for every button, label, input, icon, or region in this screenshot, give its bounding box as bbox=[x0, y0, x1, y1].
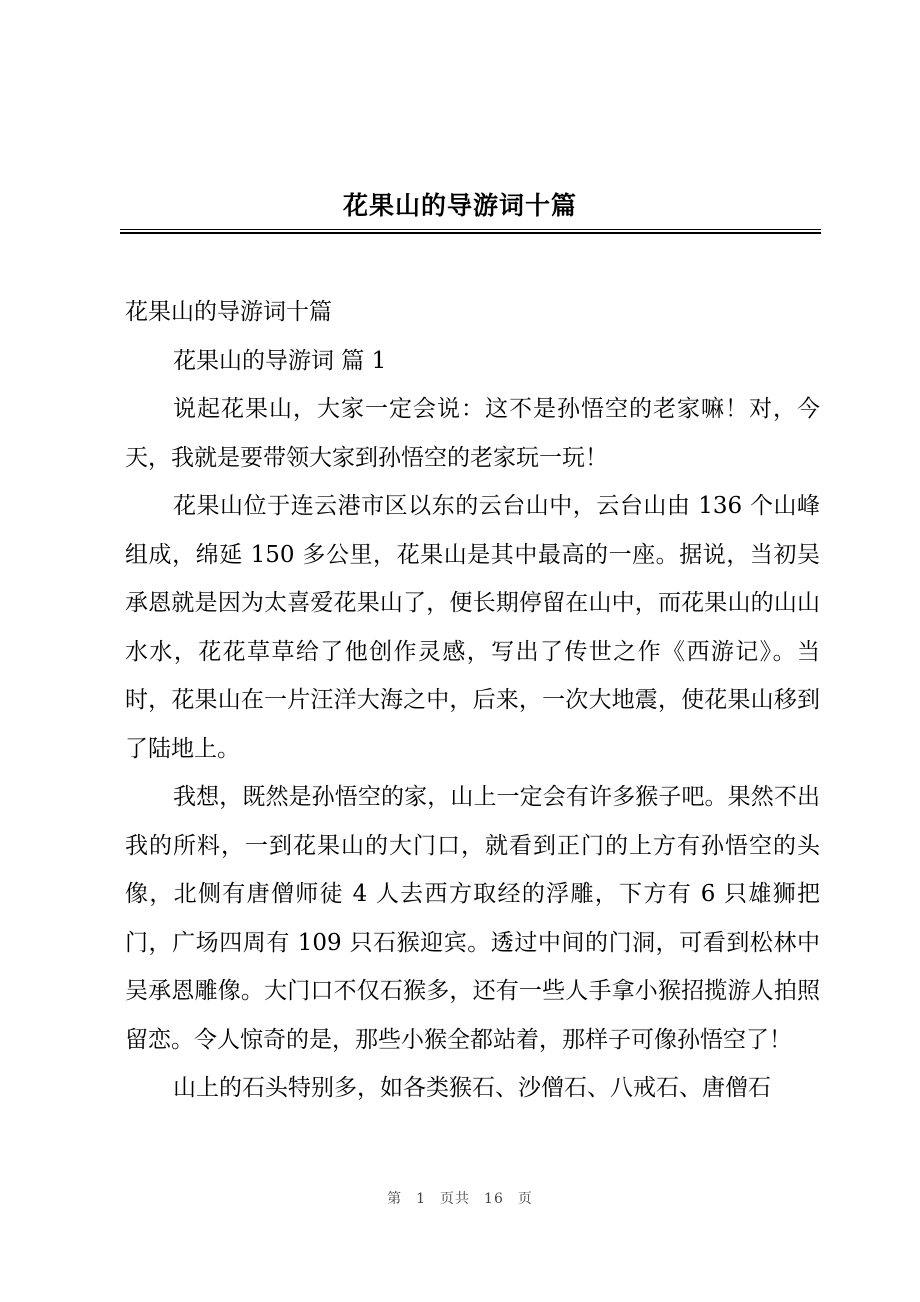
section-heading: 花果山的导游词 篇 1 bbox=[173, 347, 387, 374]
title-double-rule bbox=[120, 229, 821, 234]
body-paragraph: 我想，既然是孙悟空的家，山上一定会有许多猴子吧。果然不出我的所料，一到花果山的大门口，就看到正门的上方有孙悟空的头像，北侧有唐僧师徒 4 人去西方取经的浮雕，下方有 6 只雄狮把门，广场四周有 109 只石猴迎宾。透过中间的门洞，可看到松林中吴承恩雕像。大门口不仅石猴多，还有一些人手拿小猴招揽游人拍照留恋。令人惊奇的是，那些小猴全都站着，那样子可像孙悟空了！ bbox=[125, 784, 820, 1053]
page-label-suffix: 页 bbox=[517, 1191, 533, 1207]
total-pages-number: 16 bbox=[484, 1191, 504, 1207]
document-body bbox=[125, 288, 820, 1113]
page-footer bbox=[0, 1188, 920, 1208]
subtitle-paragraph: 花果山的导游词十篇 bbox=[125, 299, 332, 325]
page-label-mid: 页共 bbox=[440, 1191, 471, 1207]
body-paragraph: 说起花果山，大家一定会说：这不是孙悟空的老家嘛！对，今天，我就是要带领大家到孙悟空的老家玩一玩！ bbox=[125, 396, 820, 471]
body-paragraph: 山上的石头特别多，如各类猴石、沙僧石、八戒石、唐僧石 bbox=[173, 1075, 771, 1101]
document-title: 花果山的导游词十篇 bbox=[342, 191, 577, 220]
page-label-prefix: 第 bbox=[387, 1191, 403, 1207]
body-paragraph: 花果山位于连云港市区以东的云台山中，云台山由 136 个山峰组成，绵延 150 多公里，花果山是其中最高的一座。据说，当初吴承恩就是因为太喜爱花果山了，便长期停留在山中，而花果山的山山水水，花花草草给了他创作灵感，写出了传世之作《西游记》。当时，花果山在一片汪洋大海之中，后来，一次大地震，使花果山移到了陆地上。 bbox=[125, 493, 820, 762]
current-page-number: 1 bbox=[416, 1191, 427, 1207]
